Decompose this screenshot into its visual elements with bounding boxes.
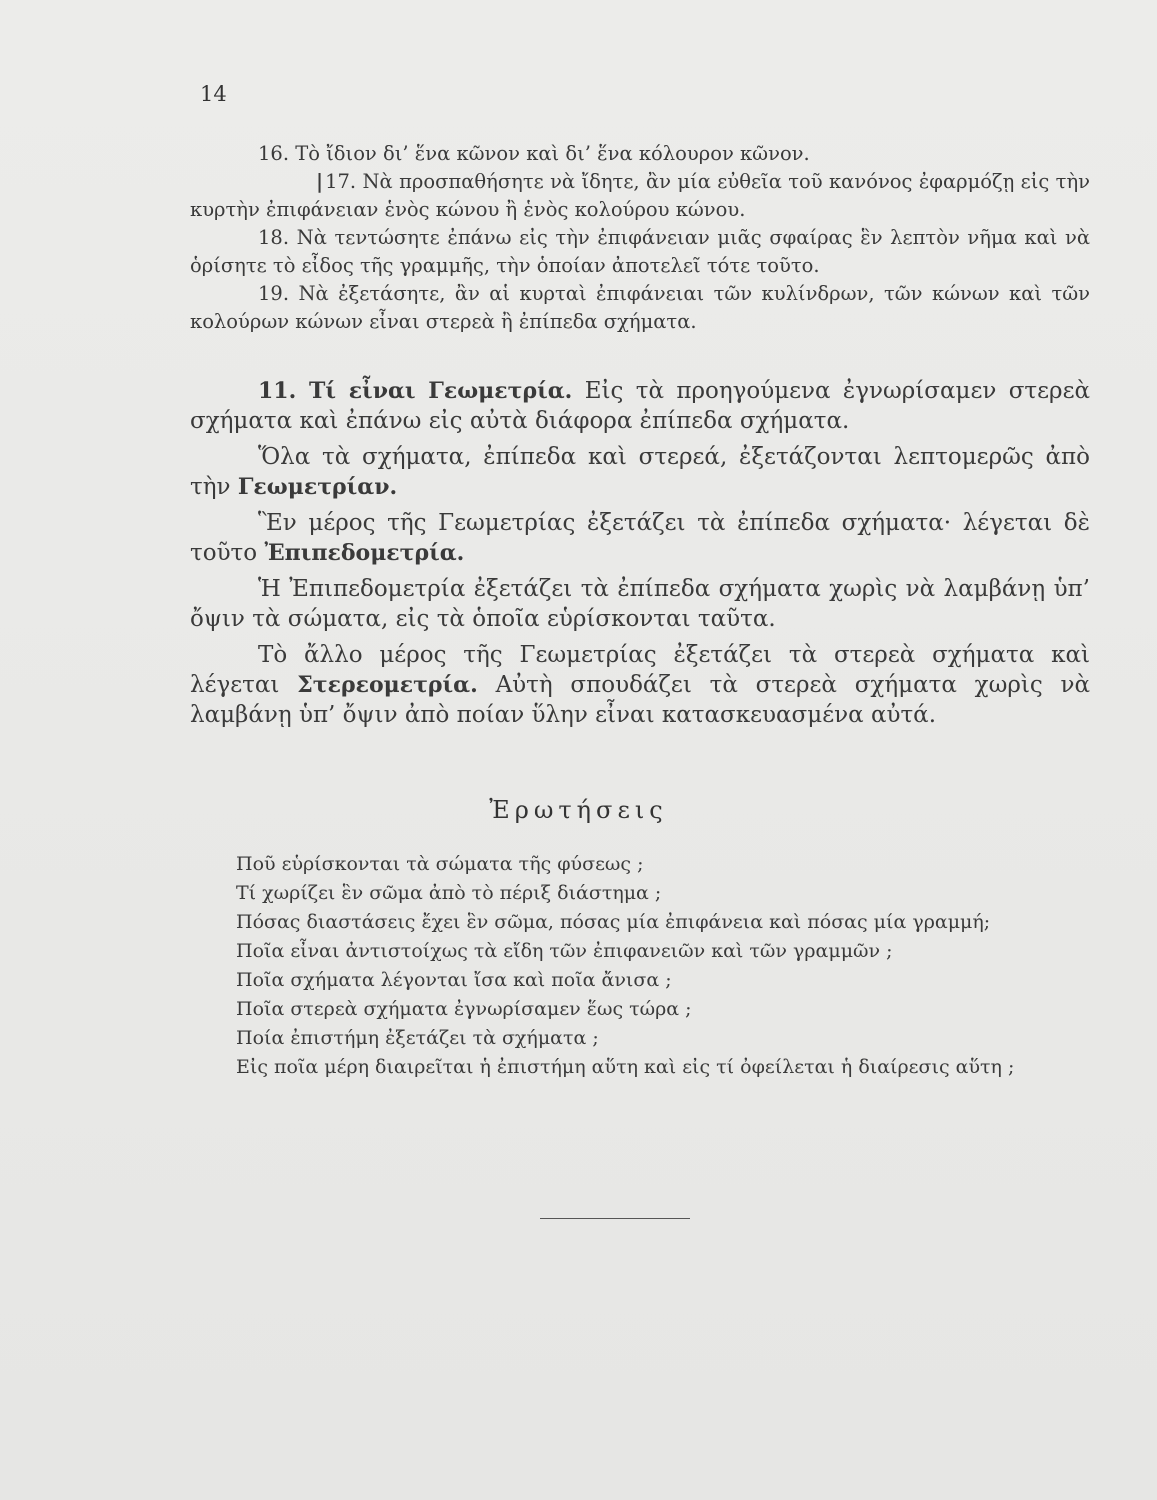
exercise-number: 16. [258, 142, 290, 165]
section-paragraph [190, 574, 1090, 634]
exercise-text: Νὰ προσπαθήσητε νὰ ἴδητε, ἂν μία εὐθεῖα τοῦ κανόνος ἐφαρμόζῃ εἰς τὴν κυρτὴν ἐπιφάνειαν ἑνὸς κώνου ἢ ἑνὸς κολούρου κώνου. [190, 170, 1090, 221]
section-heading: 11. Τί εἶναι Γεωμετρία. [258, 378, 573, 404]
exercise-item [190, 280, 1090, 336]
paragraph-text: Αὐτὴ σπουδάζει τὰ στερεὰ σχήματα χωρὶς νὰ λαμβάνῃ ὑπ’ ὄψιν ἀπὸ ποίαν ὕλην εἶναι κατασκευασμένα αὐτά. [190, 672, 1091, 728]
question-item: Ποῖα στερεὰ σχήματα ἐγνωρίσαμεν ἕως τώρα ; [236, 998, 692, 1020]
section-paragraph [190, 508, 1090, 568]
page-number: 14 [200, 82, 227, 106]
bold-term: Γεωμετρίαν. [237, 474, 398, 500]
paragraph-text: Τὸ ἄλλο μέρος τῆς Γεωμετρίας ἐξετάζει τὰ στερεὰ σχήματα καὶ λέγεται [190, 642, 1090, 698]
section-paragraph [190, 640, 1090, 730]
exercise-number: 18. [258, 226, 290, 249]
section-paragraph [190, 376, 1090, 436]
exercise-item [190, 224, 1090, 280]
section-11 [190, 376, 1090, 736]
questions-title: Ἐρωτήσεις [489, 796, 668, 824]
paragraph-text: Εἰς τὰ προηγούμενα ἐγνωρίσαμεν στερεὰ σχήματα καὶ ἐπάνω εἰς αὐτὰ διάφορα ἐπίπεδα σχήματα. [190, 378, 1091, 434]
question-item: Τί χωρίζει ἓν σῶμα ἀπὸ τὸ πέριξ διάστημα ; [236, 882, 662, 904]
exercise-item [190, 168, 1090, 224]
paragraph-text: Ἓν μέρος τῆς Γεωμετρίας ἐξετάζει τὰ ἐπίπεδα σχήματα· λέγεται δὲ τοῦτο [190, 510, 1090, 566]
exercise-text: Νὰ ἐξετάσητε, ἂν αἱ κυρταὶ ἐπιφάνειαι τῶν κυλίνδρων, τῶν κώνων καὶ τῶν κολούρων κώνων εἶναι στερεὰ ἢ ἐπίπεδα σχήματα. [190, 282, 1090, 333]
question-item: Ποῖα εἶναι ἀντιστοίχως τὰ εἴδη τῶν ἐπιφανειῶν καὶ τῶν γραμμῶν ; [236, 940, 893, 962]
paragraph-text: Ὅλα τὰ σχήματα, ἐπίπεδα καὶ στερεά, ἐξετάζονται λεπτομερῶς ἀπὸ τὴν [190, 444, 1090, 500]
bold-term: Στερεομετρία. [297, 672, 478, 698]
paragraph-text: Ἡ Ἐπιπεδομετρία ἐξετάζει τὰ ἐπίπεδα σχήματα χωρὶς νὰ λαμβάνῃ ὑπ’ ὄψιν τὰ σώματα, εἰς τὰ ὁποῖα εὑρίσκονται ταῦτα. [190, 576, 1090, 632]
section-paragraph [190, 442, 1090, 502]
question-item: Ποία ἐπιστήμη ἐξετάζει τὰ σχήματα ; [236, 1027, 599, 1049]
bold-term: Ἐπιπεδομετρία. [264, 540, 465, 566]
exercise-number: 17. [325, 170, 357, 193]
question-item: Πόσας διαστάσεις ἔχει ἓν σῶμα, πόσας μία ἐπιφάνεια καὶ πόσας μία γραμμή; [236, 911, 991, 933]
exercise-text: Νὰ τεντώσητε ἐπάνω εἰς τὴν ἐπιφάνειαν μιᾶς σφαίρας ἓν λεπτὸν νῆμα καὶ νὰ ὁρίσητε τὸ εἶδος τῆς γραμμῆς, τὴν ὁποίαν ἀποτελεῖ τότε τοῦτο. [190, 226, 1091, 277]
exercise-number: 19. [258, 282, 290, 305]
question-item: Ποῖα σχήματα λέγονται ἴσα καὶ ποῖα ἄνισα ; [236, 969, 672, 991]
exercise-text: Τὸ ἴδιον δι’ ἕνα κῶνον καὶ δι’ ἕνα κόλουρον κῶνον. [295, 142, 810, 165]
exercise-list [190, 140, 1090, 336]
section-divider [540, 1218, 690, 1219]
margin-mark: | [316, 170, 324, 193]
exercise-item [190, 140, 1090, 168]
questions-list [190, 850, 1090, 1082]
question-item: Εἰς ποῖα μέρη διαιρεῖται ἡ ἐπιστήμη αὕτη καὶ εἰς τί ὀφείλεται ἡ διαίρεσις αὕτη ; [236, 1056, 1015, 1078]
question-item: Ποῦ εὑρίσκονται τὰ σώματα τῆς φύσεως ; [236, 853, 644, 875]
